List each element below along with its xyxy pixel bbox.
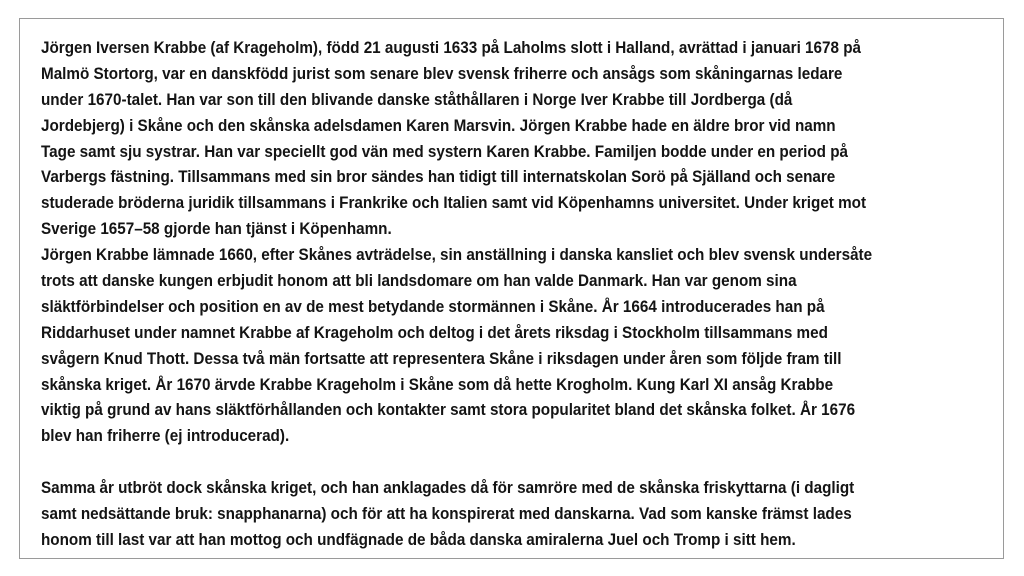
paragraph-3 xyxy=(41,476,934,554)
text-line: släktförbindelser och position en av de mest betydande stormännen i Skåne. År 1664 introducerades han på xyxy=(41,297,825,316)
text-line: Sverige 1657–58 gjorde han tjänst i Köpenhamn. xyxy=(41,220,392,239)
text-line: trots att danske kungen erbjudit honom att bli landsdomare om han valde Danmark. Han var genom sina xyxy=(41,272,797,291)
text-line: svågern Knud Thott. Dessa två män fortsatte att representera Skåne i riksdagen under åren som följde fram till xyxy=(41,349,842,368)
text-line: Jordebjerg) i Skåne och den skånska adelsdamen Karen Marsvin. Jörgen Krabbe hade en äldre bror vid namn xyxy=(41,116,836,135)
text-line: Tage samt sju systrar. Han var speciellt god vän med systern Karen Krabbe. Familjen bodde under en period på xyxy=(41,142,849,161)
text-line: Riddarhuset under namnet Krabbe af Krageholm och deltog i det årets riksdag i Stockholm tillsammans med xyxy=(41,323,828,342)
text-line: Malmö Stortorg, var en danskfödd jurist som senare blev svensk friherre och ansågs som skåningarnas ledare xyxy=(41,64,843,83)
paragraph-spacer xyxy=(41,450,934,476)
text-line: skånska kriget. År 1670 ärvde Krabbe Krageholm i Skåne som då hette Krogholm. Kung Karl XI ansåg Krabbe xyxy=(41,375,834,394)
text-line: samt nedsättande bruk: snapphanarna) och för att ha konspirerat med danskarna. Vad som kanske främst lades xyxy=(41,505,852,524)
paragraph-2 xyxy=(41,243,934,450)
text-line: Jörgen Iversen Krabbe (af Krageholm), född 21 augusti 1633 på Laholms slott i Halland, avrättad i januari 1678 på xyxy=(41,39,861,57)
text-line: blev han friherre (ej introducerad). xyxy=(41,427,290,446)
text-line: studerade bröderna juridik tillsammans i Frankrike och Italien samt vid Köpenhamns universitet. Under kriget mot xyxy=(41,194,867,213)
document-text xyxy=(41,36,934,554)
text-line: viktig på grund av hans släktförhållanden och kontakter samt stora popularitet bland det skånska folket. År 1676 xyxy=(41,401,856,420)
text-line: Samma år utbröt dock skånska kriget, och han anklagades då för samröre med de skånska friskyttarna (i dagligt xyxy=(41,479,855,498)
text-line: under 1670-talet. Han var son till den blivande danske ståthållaren i Norge Iver Krabbe till Jordberga (då xyxy=(41,90,793,109)
text-line: Jörgen Krabbe lämnade 1660, efter Skånes avträdelse, sin anställning i danska kansliet och blev svensk undersåte xyxy=(41,246,873,265)
paragraph-1 xyxy=(41,36,934,243)
text-line: honom till last var att han mottog och undfägnade de båda danska amiralerna Juel och Tromp i sitt hem. xyxy=(41,530,796,549)
text-line: Varbergs fästning. Tillsammans med sin bror sändes han tidigt till internatskolan Sorö på Själland och senare xyxy=(41,168,836,187)
